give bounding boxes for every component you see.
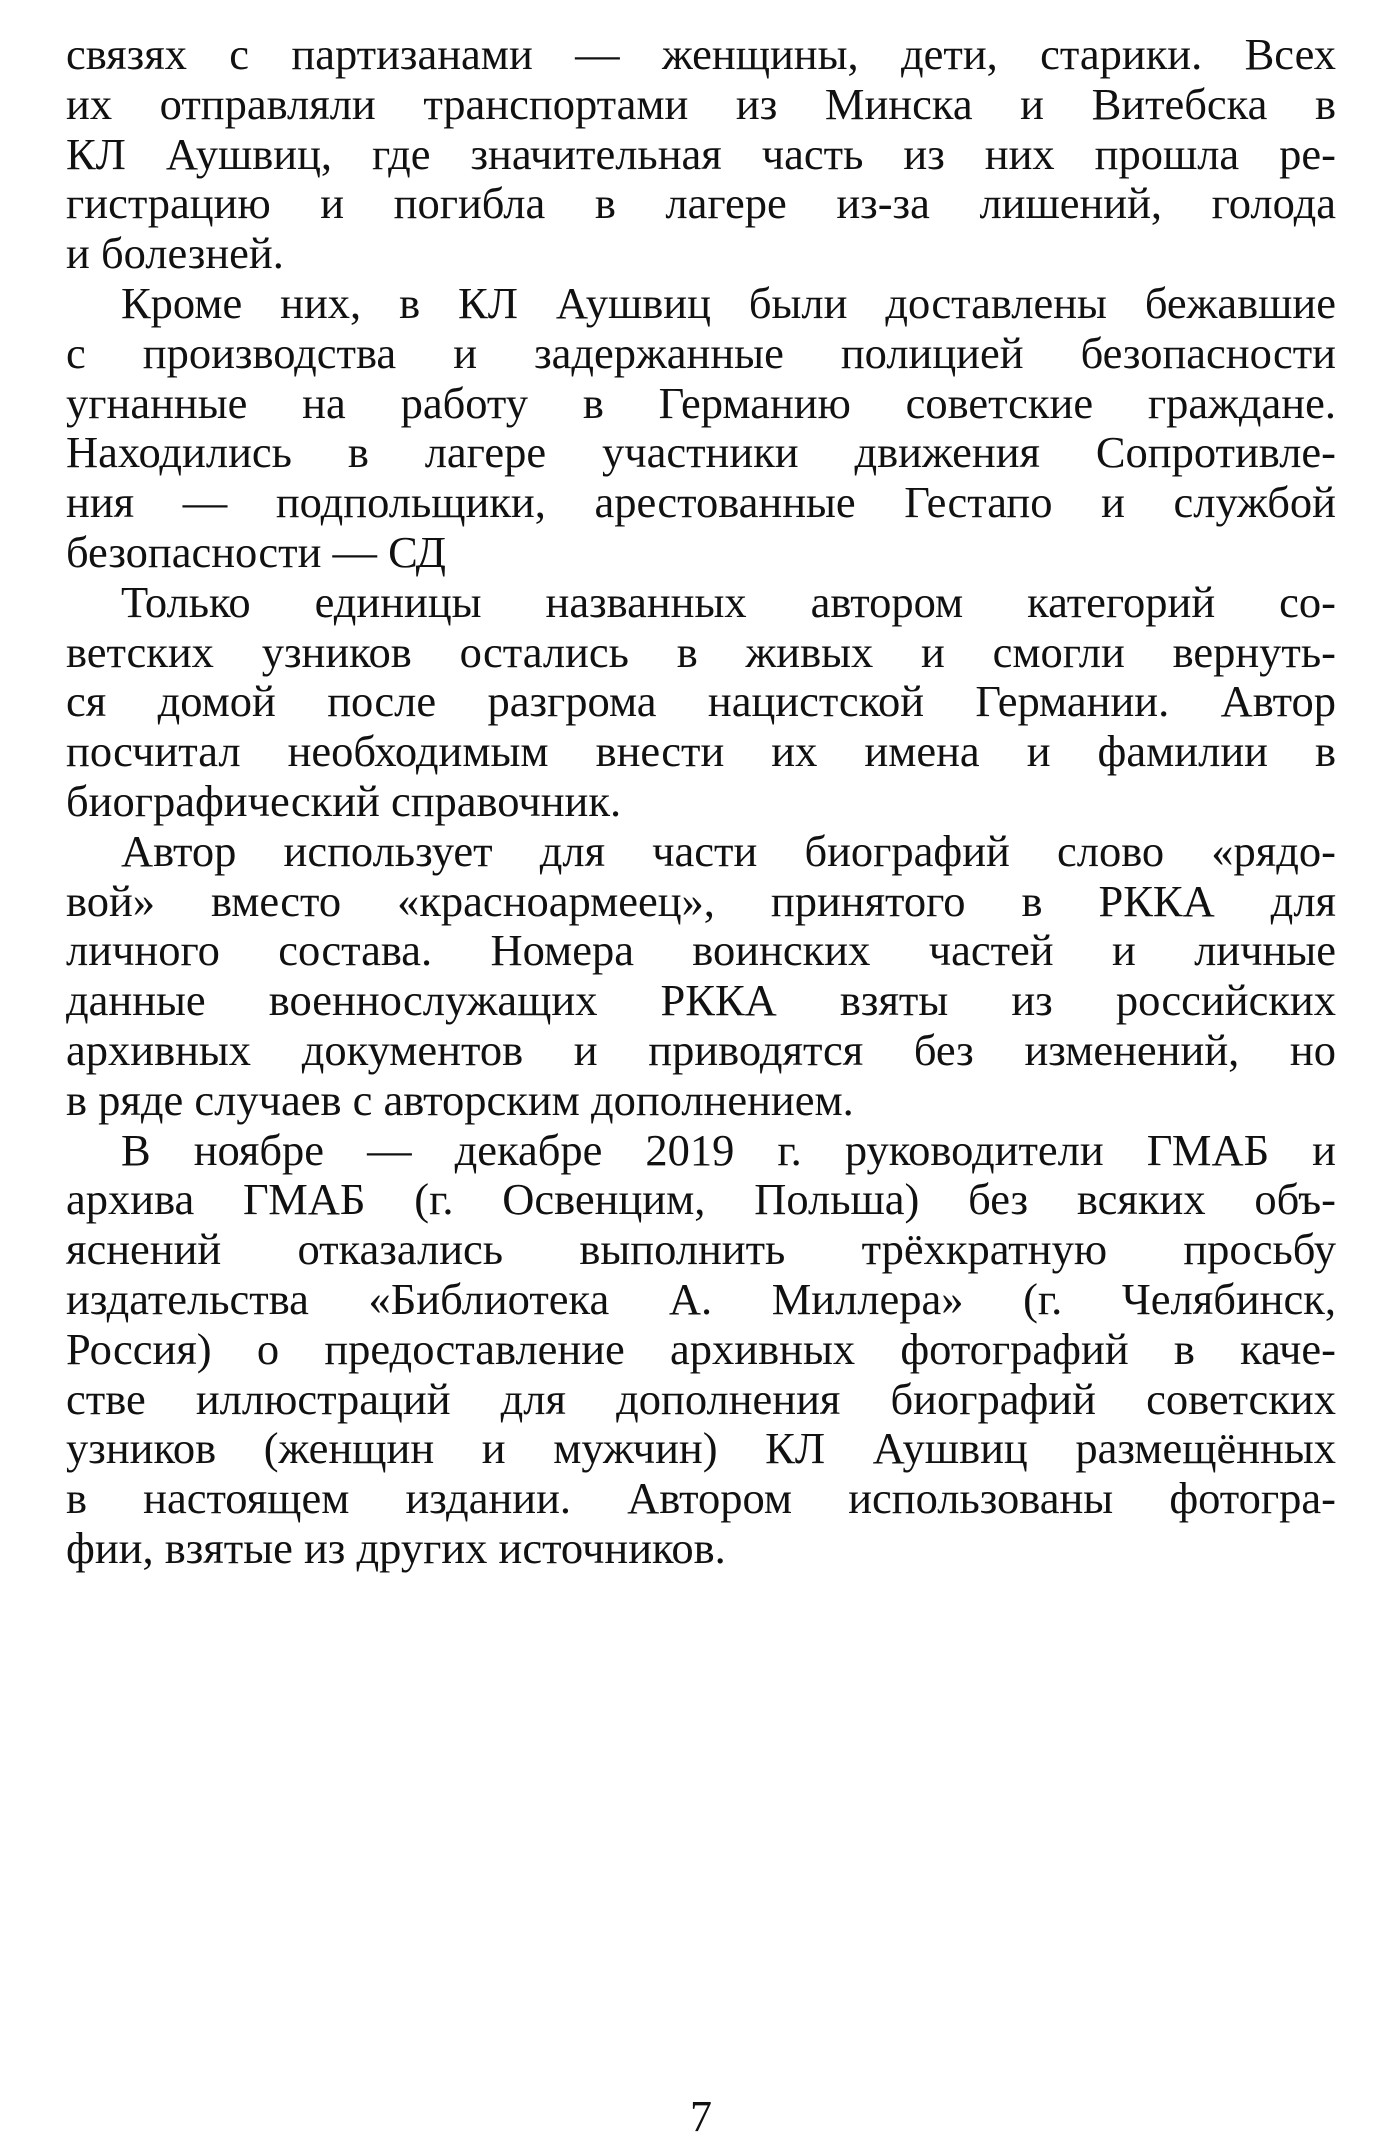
text-line: Кроме них, в КЛ Аушвиц были доставлены бежавшие bbox=[121, 278, 1336, 328]
text-line: в настоящем издании. Автором использованы фотогра- bbox=[66, 1474, 1336, 1524]
text-line: Россия) о предоставление архивных фотографий в каче- bbox=[66, 1324, 1336, 1374]
text-line: в ряде случаев с авторским дополнением. bbox=[66, 1075, 854, 1125]
text-line: данные военнослужащих РККА взяты из российских bbox=[66, 976, 1336, 1026]
book-page bbox=[66, 30, 1336, 2140]
text-line: Автор использует для части биографий слово «рядо- bbox=[121, 826, 1336, 876]
text-line: их отправляли транспортами из Минска и Витебска в bbox=[66, 79, 1336, 129]
text-line: с производства и задержанные полицией безопасности bbox=[66, 328, 1336, 378]
text-line: вой» вместо «красноармеец», принятого в РККА для bbox=[66, 876, 1336, 926]
text-line: В ноябре — декабре 2019 г. руководители ГМАБ и bbox=[121, 1125, 1336, 1175]
text-line: угнанные на работу в Германию советские граждане. bbox=[66, 378, 1336, 428]
text-line: связях с партизанами — женщины, дети, старики. Всех bbox=[66, 30, 1336, 79]
text-line: издательства «Библиотека А. Миллера» (г. Челябинск, bbox=[66, 1274, 1336, 1324]
text-line: яснений отказались выполнить трёхкратную просьбу bbox=[66, 1225, 1336, 1275]
text-line: посчитал необходимым внести их имена и фамилии в bbox=[66, 727, 1336, 777]
paragraph-3 bbox=[66, 578, 1336, 827]
text-line: личного состава. Номера воинских частей и личные bbox=[66, 926, 1336, 976]
paragraph-5 bbox=[66, 1126, 1336, 1574]
text-line: узников (женщин и мужчин) КЛ Аушвиц размещённых bbox=[66, 1424, 1336, 1474]
body-text bbox=[66, 30, 1336, 1574]
text-line: КЛ Аушвиц, где значительная часть из них прошла ре- bbox=[66, 129, 1336, 179]
text-line: гистрацию и погибла в лагере из-за лишений, голода bbox=[66, 179, 1336, 229]
text-line: ния — подпольщики, арестованные Гестапо и службой bbox=[66, 478, 1336, 528]
text-line: Находились в лагере участники движения Сопротивле- bbox=[66, 428, 1336, 478]
text-line: и болезней. bbox=[66, 229, 284, 279]
text-line: архивных документов и приводятся без изменений, но bbox=[66, 1025, 1336, 1075]
paragraph-1 bbox=[66, 30, 1336, 279]
text-line: стве иллюстраций для дополнения биографий советских bbox=[66, 1374, 1336, 1424]
paragraph-4 bbox=[66, 827, 1336, 1126]
paragraph-2 bbox=[66, 279, 1336, 578]
text-line: биографический справочник. bbox=[66, 776, 622, 826]
text-line: безопасности — СД bbox=[66, 527, 446, 577]
text-line: ветских узников остались в живых и смогли вернуть- bbox=[66, 627, 1336, 677]
text-line: ся домой после разгрома нацистской Германии. Автор bbox=[66, 677, 1336, 727]
text-line: фии, взятые из других источников. bbox=[66, 1523, 726, 1573]
text-line: Только единицы названных автором категорий со- bbox=[121, 577, 1336, 627]
page-number: 7 bbox=[690, 2092, 712, 2141]
text-line: архива ГМАБ (г. Освенцим, Польша) без всяких объ- bbox=[66, 1175, 1336, 1225]
